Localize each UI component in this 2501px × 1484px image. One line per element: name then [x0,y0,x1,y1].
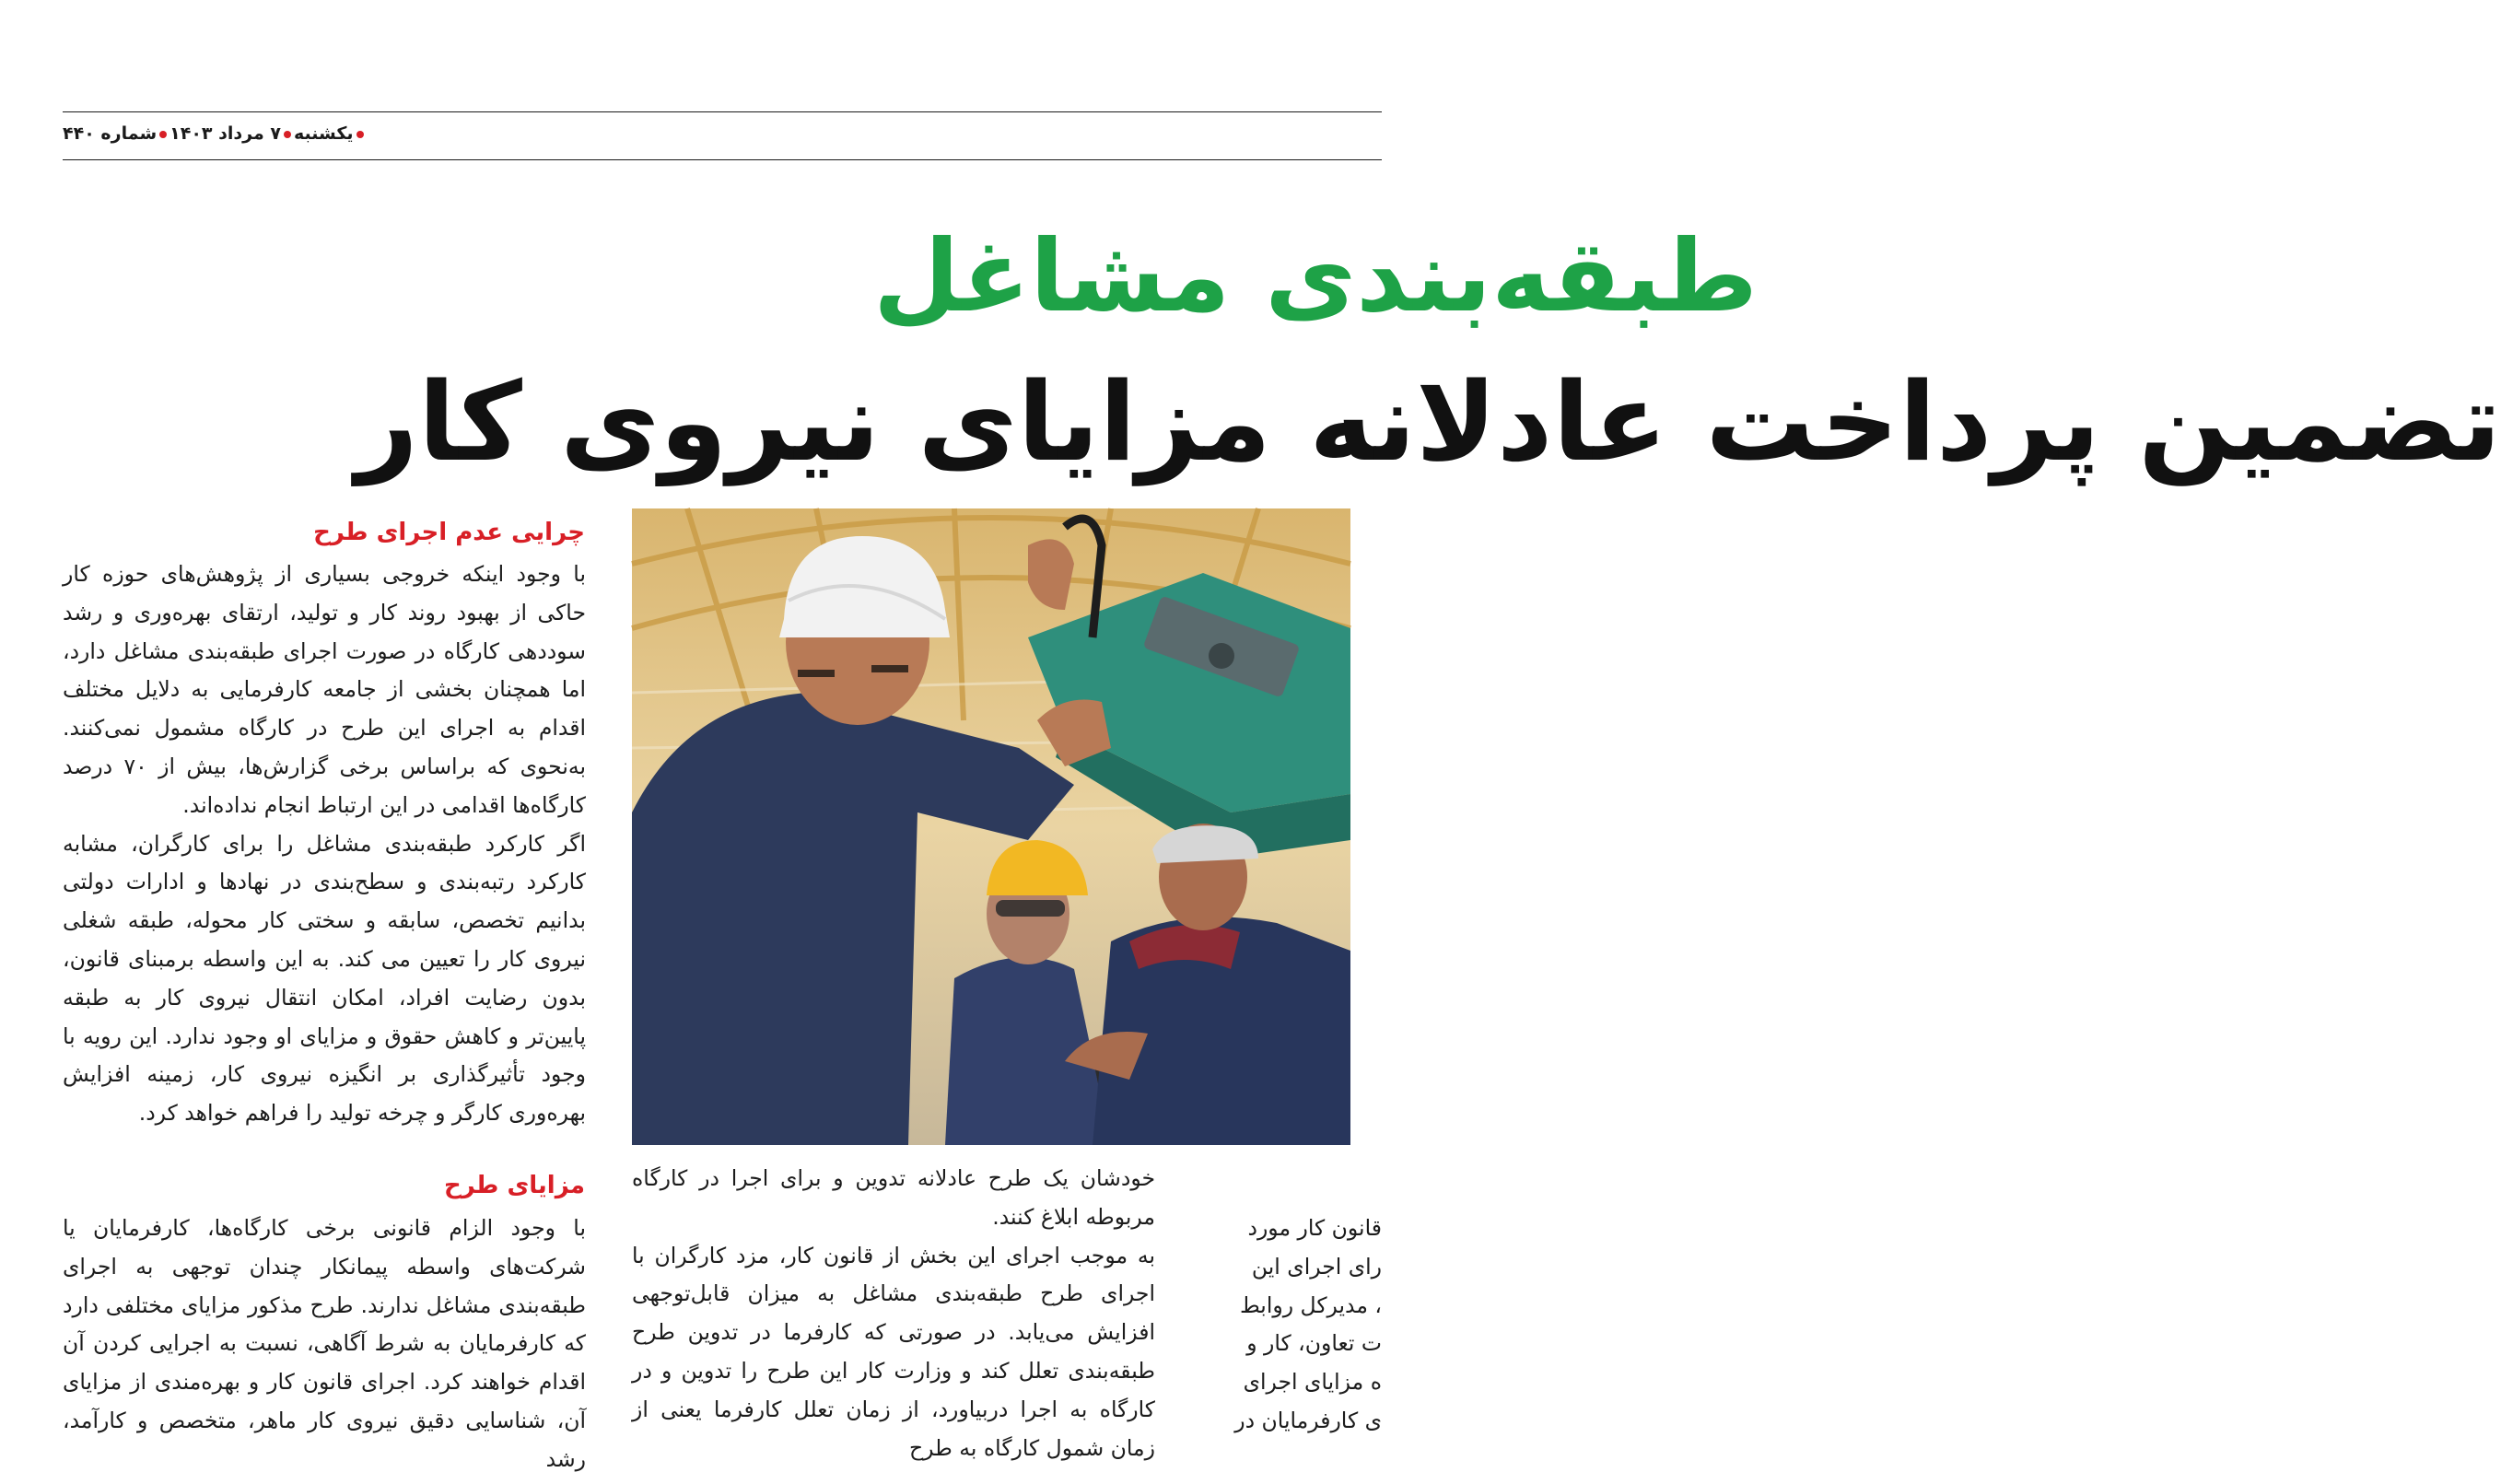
section2-paragraph: با وجود الزام قانونی برخی کارگاه‌ها، کارفرمایان یا شرکت‌های واسطه پیمانکار چندان توجهی به اجرای طبقه‌بندی مشاغل ندارند. طرح مذکور مزایای مختلفی دارد که کارفرمایان به شرط آگاهی، نسبت به اجرایی کردن آن اقدام خواهند کرد. اجرای قانون کار و بهره‌مندی از مزایای آن، شناسایی دقیق نیروی کار ماهر، متخصص و کارآمد، رشد [63,1215,586,1472]
dateline-day: یکشنبه [293,123,354,144]
headline-line1: طبقه‌بندی مشاغل [873,219,1759,334]
bullet-icon [284,131,291,138]
dateline-date: ۷ مرداد ۱۴۰۳ [169,123,281,144]
right-column-line: ، مدیرکل روابط [1239,1291,1382,1318]
right-column-line: ه مزایای اجرای [1243,1369,1382,1396]
workers-photo [632,508,1350,1145]
bullet-icon [159,131,167,138]
section1-heading: چرایی عدم اجرای طرح [313,519,585,546]
section1-paragraph: اگر کارکرد طبقه‌بندی مشاغل را برای کارگران، مشابه کارکرد رتبه‌بندی و سطح‌بندی در نهادها و ادارات دولتی بدانیم تخصص، سابقه و سختی کار محوله، طبقه شغلی نیروی کار را تعیین می کند. به این واسطه برمبنای قانون، بدون رضایت افراد، امکان انتقال نیروی کار به طبقه پایین‌تر و کاهش حقوق و مزایای او وجود ندارد. این رویه با وجود تأثیرگذاری بر انگیزه نیروی کار، زمینه افزایش بهره‌وری کارگر و چرخه تولید را فراهم خواهد کرد. [63,830,586,1127]
right-column [1198,1209,1382,1484]
section2-heading: مزایای طرح [444,1172,585,1199]
headline-line1-wrap [829,216,1759,345]
right-column-line: رای اجرای این [1251,1253,1382,1280]
headline-line2-wrap [350,355,2501,493]
dateline [63,123,367,144]
section1-paragraph: با وجود اینکه خروجی بسیاری از پژوهش‌های حوزه کار حاکی از بهبود روند کار و تولید، ارتقای بهره‌وری و رشد سوددهی کارگاه در صورت اجرای طبقه‌بندی مشاغل دارد، اما همچنان بخشی از جامعه کارفرمایی به دلایل مختلف اقدام به اجرای این طرح در کارگاه مشمول نمی‌کنند. به‌نحوی که براساس برخی گزارش‌ها، بیش از ۷۰ درصد کارگاه‌ها اقدامی در این ارتباط انجام نداده‌اند. [63,561,587,818]
bullet-icon [356,131,364,138]
middle-paragraph: به موجب اجرای این بخش از قانون کار، مزد کارگران با اجرای طرح طبقه‌بندی مشاغل به میزان قابل‌توجهی افزایش می‌یابد. در صورتی که کارفرما در تدوین طرح طبقه‌بندی تعلل کند و وزارت کار این طرح را تدوین و در کارگاه به اجرا دربیاورد، از زمان تعلل کارفرما یعنی از زمان شمول کارگاه به طرح [632,1242,1155,1461]
top-rule [63,111,1382,112]
section1-body [63,555,586,1133]
workers-photo-illustration [632,508,1350,1145]
headline-line2: تضمین پرداخت عادلانه مزایای نیروی کار [356,358,2501,485]
middle-paragraph: خودشان یک طرح عادلانه تدوین و برای اجرا در کارگاه مربوطه ابلاغ کنند. [632,1165,1155,1230]
right-column-line: ت تعاون، کار و [1246,1330,1382,1357]
dateline-bottom-rule [63,159,1382,160]
right-column-line: ی کارفرمایان در [1234,1407,1382,1433]
section2-body [63,1209,586,1484]
dateline-issue: شماره ۴۴۰ [63,123,158,144]
middle-column [632,1160,1155,1484]
right-column-line: قانون کار مورد [1247,1215,1382,1241]
